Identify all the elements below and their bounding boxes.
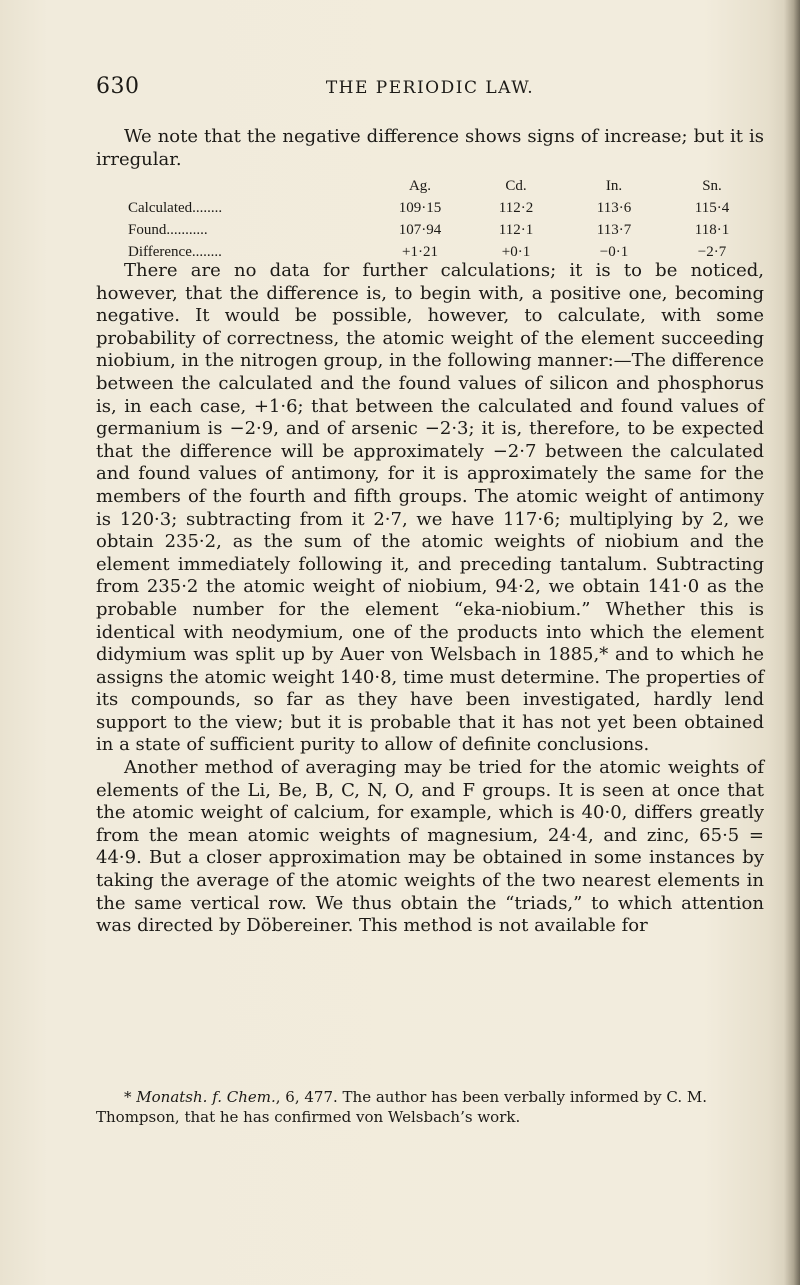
footnote-journal: Monatsh. f. Chem. [136, 1088, 276, 1106]
footnote [96, 1087, 764, 1127]
table-cell: +1·21 [402, 244, 438, 260]
table-cell: 109·15 [398, 200, 442, 216]
table-row-calculated [128, 200, 764, 222]
column-header-cd: Cd. [505, 178, 527, 194]
paragraph: There are no data for further calculations; it is to be noticed, however, that the difference is, to begin with, a positive one, becoming negative. It would be possible, however, to calculate, with some probability of correctness, the atomic weight of the element succeeding niobium, in the nitrogen group, in the following manner:—The difference between the calculated and the found values of silicon and phosphorus is, in each case, +1·6; that between the calculated and found values of germanium is −2·9, and of arsenic −2·3; it is, therefore, to be expected that the difference will be approximately −2·7 between the calculated and found values of antimony, for it is approximately the same for the members of the fourth and fifth groups. The atomic weight of antimony is 120·3; subtracting from it 2·7, we have 117·6; multiplying by 2, we obtain 235·2, as the sum of the atomic weights of niobium and the element immediately following it, and preceding tantalum. Subtracting from 235·2 the atomic weight of niobium, 94·2, we obtain 141·0 as the probable number for the element “eka-niobium.” Whether this is identical with neodymium, one of the products into which the element didymium was split up by Auer von Welsbach in 1885,* and to which he assigns the atomic weight 140·8, time must determine. The properties of its compounds, so far as they have been investigated, hardly lend support to the view; but it is probable that it has not yet been obtained in a state of sufficient purity to allow of definite conclusions. [96, 260, 764, 756]
table-cell: 112·2 [498, 200, 534, 216]
row-label: Difference........ [128, 244, 222, 260]
main-text [96, 260, 764, 938]
page-edge-shadow [784, 0, 800, 1285]
intro-paragraph [96, 126, 764, 171]
column-header-sn: Sn. [702, 178, 722, 194]
column-header-ag: Ag. [408, 178, 432, 194]
table-cell: −0·1 [599, 244, 629, 260]
paragraph: Another method of averaging may be tried for the atomic weights of elements of the Li, Be, B, C, N, O, and F groups. It is seen at once that the atomic weight of calcium, for example, which is 40·0, differs greatly from the mean atomic weights of magnesium, 24·4, and zinc, 65·5 = 44·9. But a closer approximation may be obtained in some instances by taking the average of the atomic weights of the two nearest elements in the same vertical row. We thus obtain the “triads,” to which attention was directed by Döbereiner. This method is not available for [96, 757, 764, 937]
table-cell: 112·1 [498, 222, 534, 238]
page-header [96, 74, 764, 102]
table-cell: 113·7 [596, 222, 632, 238]
table-cell: 113·6 [596, 200, 632, 216]
intro-text: We note that the negative difference shows signs of increase; but it is irregular. [96, 126, 764, 170]
table-cell: −2·7 [697, 244, 727, 260]
row-label: Calculated........ [128, 200, 223, 216]
table-cell: 107·94 [398, 222, 442, 238]
table-cell: 115·4 [694, 200, 730, 216]
column-header-in: In. [605, 178, 623, 194]
table-row-found [128, 222, 764, 244]
page-number: 630 [96, 74, 140, 99]
difference-table [128, 178, 764, 266]
row-label: Found........... [128, 222, 208, 238]
footnote-body: , 6, 477. The author has been verbally informed by C. M. Thompson, that he has confirmed von Welsbach’s work. [96, 1088, 708, 1126]
table-cell: 118·1 [694, 222, 730, 238]
table-header-row [128, 178, 764, 200]
running-head: THE PERIODIC LAW. [325, 78, 535, 98]
footnote-text [96, 1087, 764, 1127]
table-cell: +0·1 [501, 244, 531, 260]
footnote-marker: * [124, 1088, 137, 1106]
